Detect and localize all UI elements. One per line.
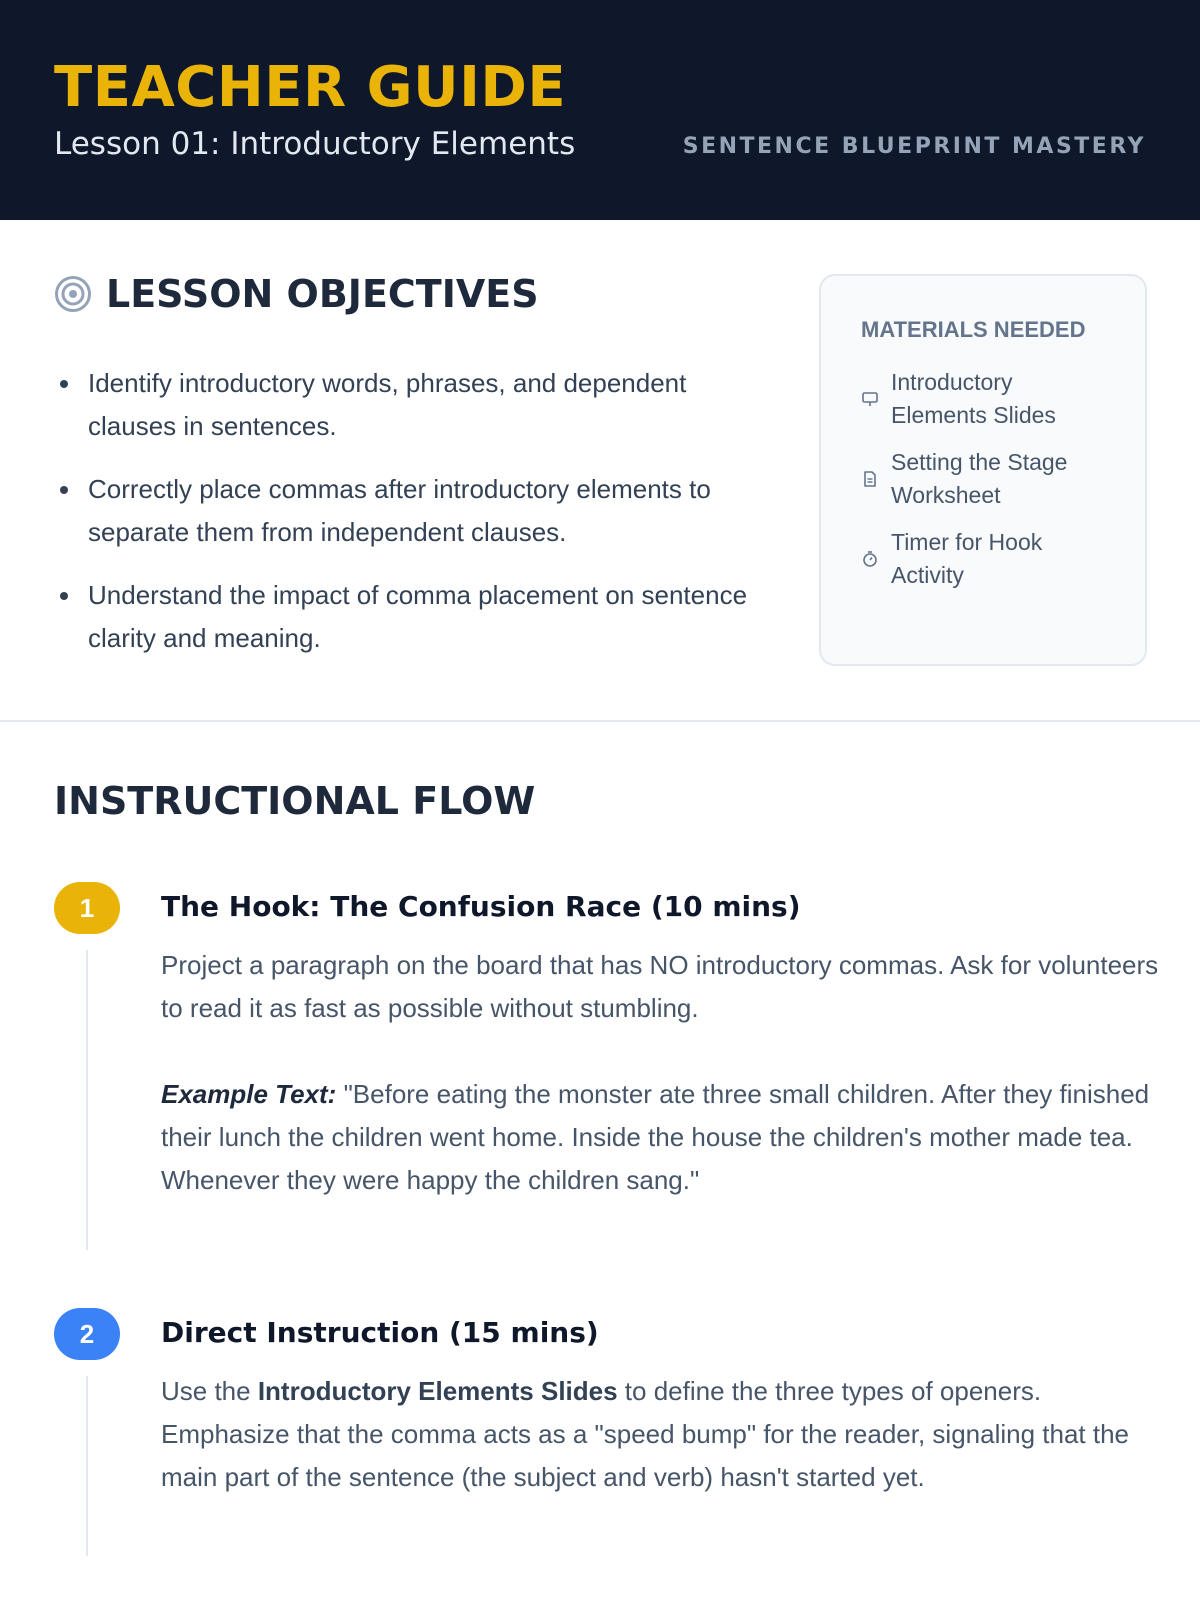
bullet-dot [60,592,68,600]
objectives-heading-row [54,270,774,318]
example-paragraph [161,1073,1161,1202]
step-number-badge: 2 [54,1308,120,1360]
brand-label: SENTENCE BLUEPRINT MASTERY [682,134,1146,159]
presentation-icon [861,390,879,408]
slides-reference: Introductory Elements Slides [257,1376,618,1406]
objectives-list [54,362,774,660]
step-body [161,1370,1161,1499]
step-title: The Hook: The Confusion Race (10 mins) [161,890,801,923]
material-item [861,446,1145,512]
objective-item [54,574,774,660]
material-item [861,526,1145,592]
body-suffix: to define the three types of openers. Emphasize that the comma acts as a "speed bump" for the reader, signaling that the main part of the sentence (the subject and verb) hasn't started yet. [161,1376,1130,1492]
body-prefix: Use the [161,1376,258,1406]
timeline-line [86,950,88,1250]
guide-title: TEACHER GUIDE [54,55,567,120]
timeline-line [86,1376,88,1556]
document-icon [861,470,879,488]
stopwatch-icon [861,550,879,568]
materials-title: MATERIALS NEEDED [861,317,1086,342]
page-header [0,0,1200,220]
bullet-dot [60,380,68,388]
step-number-badge: 1 [54,882,120,934]
objective-text: Identify introductory words, phrases, and dependent clauses in sentences. [88,368,687,441]
lesson-subtitle: Lesson 01: Introductory Elements [54,126,576,162]
material-item [861,366,1145,432]
step-description: Project a paragraph on the board that has NO introductory commas. Ask for volunteers to read it as fast as possible without stumbling. [161,950,1159,1023]
material-label: Timer for Hook Activity [891,529,1043,588]
example-text: "Before eating the monster ate three small children. After they finished their lunch the children went home. Inside the house the children's mother made tea. Whenever they were happy the children sang." [161,1079,1150,1195]
objective-item [54,468,774,554]
flow-step-2 [54,1308,1154,1558]
materials-card [819,274,1147,666]
objective-text: Understand the impact of comma placement on sentence clarity and meaning. [88,580,748,653]
bullet-dot [60,486,68,494]
step-description [161,1370,1161,1499]
lesson-objectives-section [54,270,774,680]
material-label: Introductory Elements Slides [891,369,1056,428]
section-divider [0,720,1200,722]
objective-item [54,362,774,448]
objective-text: Correctly place commas after introductory elements to separate them from independent clauses. [88,474,711,547]
example-label: Example Text: [161,1079,337,1109]
material-label: Setting the Stage Worksheet [891,449,1068,508]
objectives-heading: LESSON OBJECTIVES [106,272,539,316]
step-title: Direct Instruction (15 mins) [161,1316,599,1349]
instructional-flow-heading: INSTRUCTIONAL FLOW [54,779,536,823]
materials-list [861,366,1145,592]
flow-step-1 [54,882,1159,1252]
target-icon [54,275,92,313]
step-body [161,944,1161,1202]
